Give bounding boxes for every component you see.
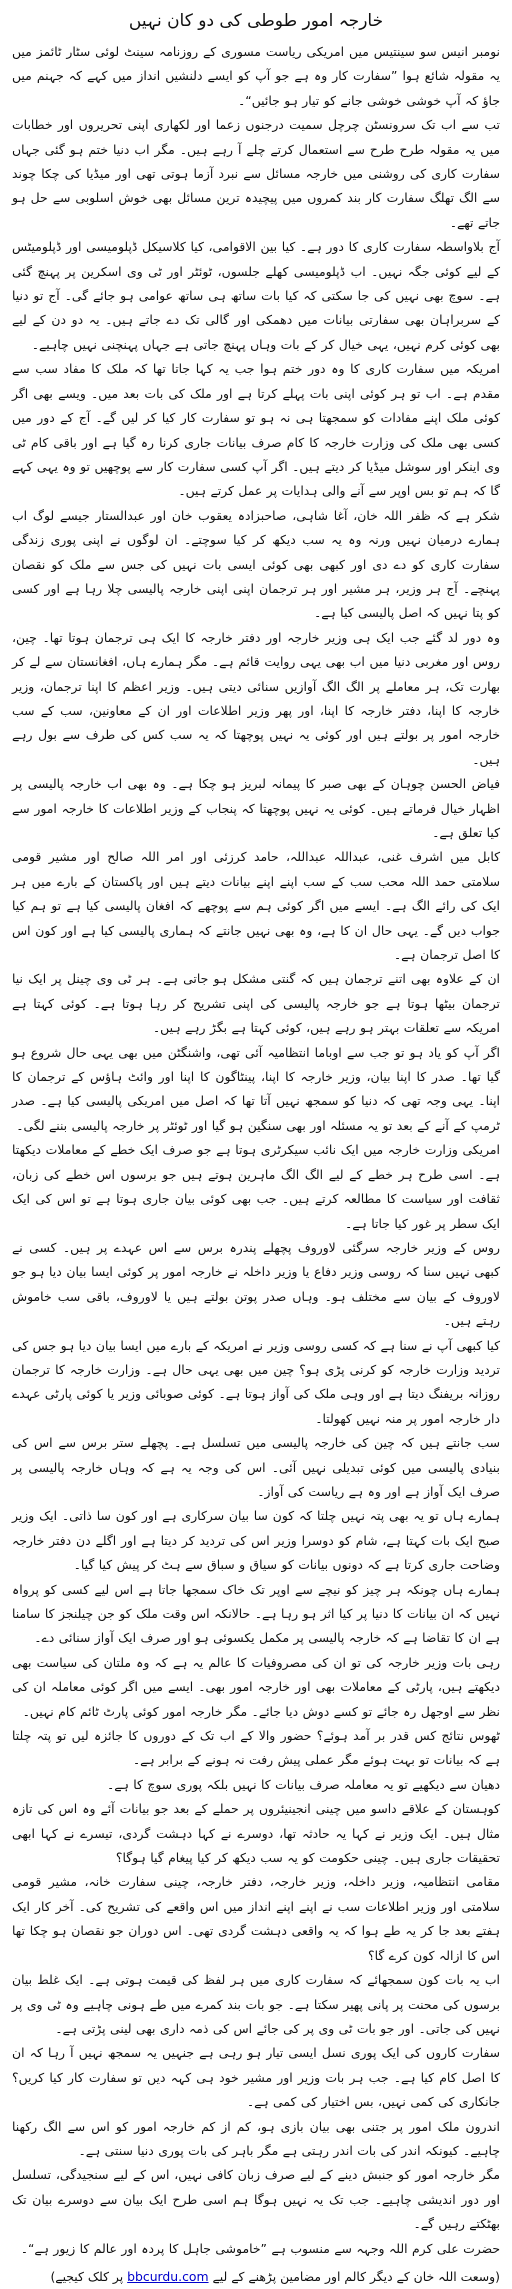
- article-paragraph: اب یہ بات کون سمجھائے کہ سفارت کاری میں ہر لفظ کی قیمت ہوتی ہے۔ ایک غلط بیان برسوں کی محنت پر پانی پھیر سکتا ہے۔ جو بات بند کمرے میں طے ہونی چاہیے وہ ٹی وی پر نہیں کی جاتی۔ اور جو بات ٹی وی پر کی جائے اس کی ذمہ داری بھی لینی پڑتی ہے۔: [12, 1972, 500, 2036]
- footer-suffix-text: پر کلک کیجیے): [50, 2268, 124, 2284]
- article-title: خارجہ امور طوطی کی دو کان نہیں: [128, 11, 384, 31]
- article-paragraph: شکر ہے کہ ظفر اللہ خان، آغا شاہی، صاحبزادہ یعقوب خان اور عبدالستار جیسے لوگ اب ہمارے درمیان نہیں ورنہ وہ یہ سب دیکھ کر کیا سوچتے۔ ان لوگوں نے اپنی پوری زندگی سفارت کاری کو دے دی اور کبھی بھی کوئی ایسی بات نہیں کی جس سے ملک کو نقصان پہنچے۔ آج ہر وزیر، ہر مشیر اور ہر ترجمان اپنی اپنی خارجہ پالیسی چلا رہا ہے اور کسی کو پتا نہیں کہ اصل پالیسی کیا ہے۔: [12, 507, 500, 621]
- article-paragraph: کوہستان کے علاقے داسو میں چینی انجینیئروں پر حملے کے بعد جو بیانات آئے وہ اس کی تازہ مثال ہیں۔ ایک وزیر نے کہا یہ حادثہ تھا، دوسرے نے کہا دہشت گردی، تیسرے نے کہا ابھی تحقیقات جاری ہیں۔ چینی حکومت کو یہ سب دیکھ کر کیا پیغام گیا ہوگا؟: [12, 1801, 500, 1866]
- article-paragraph: ہمارے ہاں چونکہ ہر چیز کو نیچے سے اوپر تک خاک سمجھا جاتا ہے اس لیے کسی کو پرواہ نہیں کہ ان بیانات کا دنیا پر کیا اثر ہو رہا ہے۔ حالانکہ اس وقت ملک کو جن چیلنجز کا سامنا ہے ان کا تقاضا ہے کہ خارجہ پالیسی پر مکمل یکسوئی ہو اور صرف ایک آواز سنائی دے۔: [12, 1581, 500, 1646]
- article-paragraph: امریکہ میں سفارت کاری کا وہ دور ختم ہوا جب یہ کہا جاتا تھا کہ ملک کا مفاد سب سے مقدم ہے۔ اب تو ہر کوئی اپنی بات پہلے کرتا ہے اور ملک کی بات بعد میں۔ ویسے بھی اگر کوئی ملک اپنے مفادات کو سمجھتا ہی نہ ہو تو سفارت کار کیا کر لیں گے۔ آج کے دور میں کسی بھی ملک کی وزارت خارجہ کا کام صرف بیانات جاری کرنا رہ گیا ہے اور باقی کام ٹی وی اینکر اور سوشل میڈیا کر دیتے ہیں۔ اگر آپ کسی سفارت کار سے پوچھیں تو وہ یہی کہے گا کہ ہم تو بس اوپر سے آنے والی ہدایات پر عمل کرتے ہیں۔: [12, 361, 500, 499]
- article-paragraph: ہمارے ہاں تو یہ بھی پتہ نہیں چلتا کہ کون سا بیان سرکاری ہے اور کون سا ذاتی۔ ایک وزیر صبح ایک بات کہتا ہے، شام کو دوسرا وزیر اس کی تردید کر دیتا ہے اور اگلے دن دفتر خارجہ وضاحت جاری کرتا ہے کہ دونوں بیانات کو سیاق و سباق سے ہٹ کر پیش کیا گیا۔: [12, 1508, 500, 1573]
- article-paragraph: کیا کبھی آپ نے سنا ہے کہ کسی روسی وزیر نے امریکہ کے بارے میں ایسا بیان دیا ہو جس کی تردید وزارت خارجہ کو کرنی پڑی ہو؟ چین میں بھی یہی حال ہے۔ وزارت خارجہ کا ترجمان روزانہ بریفنگ دیتا ہے اور وہی ملک کی آواز ہوتا ہے۔ کوئی صوبائی وزیر یا کوئی پارٹی عہدے دار خارجہ امور پر منہ نہیں کھولتا۔: [12, 1337, 500, 1426]
- article-paragraph: تب سے اب تک سرونسٹن چرچل سمیت درجنوں زعما اور لکھاری اپنی تحریروں اور خطابات میں یہ مقولہ طرح طرح سے استعمال کرتے چلے آ رہے ہیں۔ مگر اب دنیا ختم ہو گئی جہاں سفارت کاری کی روشنی میں خارجہ مسائل سے نبرد آزما ہوتی تھی اور میڈیا کی چکا چوند سے الگ تھلگ سفارت کار بند کمروں میں پیچیدہ ترین مسائل بھی خوش اسلوبی سے حل ہو جاتے تھے۔: [12, 117, 500, 230]
- article-paragraph: مقامی انتظامیہ، وزیر داخلہ، وزیر خارجہ، دفتر خارجہ، چینی سفارت خانہ، مشیر قومی سلامتی اور وزیر اطلاعات سب نے اپنے اپنے انداز میں اس واقعے کی تشریح کی۔ آخر کار ایک ہفتے بعد جا کر یہ طے ہوا کہ یہ واقعی دہشت گردی تھی۔ اس دوران جو نقصان ہو چکا تھا اس کا ازالہ کون کرے گا؟: [12, 1874, 500, 1963]
- article-paragraph: کابل میں اشرف غنی، عبداللہ عبداللہ، حامد کرزئی اور امر اللہ صالح اور مشیر قومی سلامتی حمد اللہ محب سب کے سب اپنے اپنے بیانات دیتے ہیں اور پاکستان کے بارے میں ہر ایک کی رائے الگ ہے۔ ایسے میں اگر کوئی ہم سے پوچھے کہ افغان پالیسی کیا ہے تو ہم کیا جواب دیں گے۔ یہی حال ان کا ہے، وہ بھی نہیں جانتے کہ ہماری پالیسی کیا ہے اور کون اس کا اصل ترجمان ہے۔: [12, 849, 500, 963]
- article-paragraph: رہی بات وزیر خارجہ کی تو ان کی مصروفیات کا عالم یہ ہے کہ وہ ملتان کی سیاست بھی دیکھتے ہیں، پارٹی کے معاملات بھی اور خارجہ امور بھی۔ ایسے میں اگر کوئی معاملہ ان کی نظر سے اوجھل رہ جائے تو کسے دوش دیا جائے۔ مگر خارجہ امور کوئی پارٹ ٹائم کام نہیں۔: [12, 1654, 500, 1719]
- article-paragraph: سفارت کاروں کی ایک پوری نسل ایسی تیار ہو رہی ہے جنہیں یہ سمجھ نہیں آ رہا کہ ان کا اصل کام کیا ہے۔ جب ہر بات وزیر اور مشیر خود ہی کہہ دیں تو سفارت کار کیا کریں؟ جانکاری کی کمی نہیں، بس اختیار کی کمی ہے۔: [12, 2045, 500, 2110]
- bbc-urdu-link[interactable]: bbcurdu.com: [127, 2268, 209, 2284]
- article-paragraph: روس کے وزیر خارجہ سرگئی لاوروف پچھلے پندرہ برس سے اس عہدے پر ہیں۔ کسی نے کبھی نہیں سنا کہ روسی وزیر دفاع یا وزیر داخلہ نے خارجہ امور پر کوئی ایسا بیان دیا ہو جو لاوروف کے بیان سے مختلف ہو۔ وہاں صدر پوتن بولتے ہیں یا لاوروف، باقی سب خاموش رہتے ہیں۔: [12, 1239, 500, 1329]
- article-paragraph: نومبر انیس سو سینتیس میں امریکی ریاست مسوری کے روزنامہ سینٹ لوئی سٹار ٹائمز میں یہ مقولہ شائع ہوا ”سفارت کار وہ ہے جو آپ کو ایسے دلنشیں انداز میں کہے کہ جہنم میں جاؤ کہ آپ خوشی خوشی جانے کو تیار ہو جائیں“۔: [12, 44, 500, 108]
- article-body: [12, 40, 500, 2261]
- article-paragraph: آج بلاواسطہ سفارت کاری کا دور ہے۔ کیا بین الاقوامی، کیا کلاسیکل ڈپلومیسی اور ڈپلومیٹس کے لیے کوئی جگہ نہیں۔ اب ڈپلومیسی کھلے جلسوں، ٹوئٹر اور ٹی وی اسکرین پر پہنچ گئی ہے۔ سوچ بھی نہیں کی جا سکتی کہ کیا بات ساتھ ہی ساتھ عوامی ہو جائے گی۔ آج تو دنیا کے سربراہان بھی سفارتی بیانات میں دھمکی اور گالی تک دے جاتے ہیں۔ یہ دو دن کے لیے بھی کوئی کرم نہیں، یہی خیال کر کے بات وہاں پہنچ جاتی ہے جہاں پہنچنی نہیں چاہیے۔: [12, 239, 500, 352]
- article-footer: [12, 2265, 500, 2289]
- footer-prefix-text: (وسعت اللہ خان کے دیگر کالم اور مضامین پڑھنے کے لیے: [212, 2268, 500, 2284]
- article-paragraph: اندرون ملک امور پر جتنی بھی بیان بازی ہو، کم از کم خارجہ امور کو اس سے الگ رکھنا چاہیے۔ کیونکہ اندر کی بات اندر رہتی ہے مگر باہر کی بات پوری دنیا سنتی ہے۔: [12, 2118, 500, 2158]
- article-paragraph: سب جانتے ہیں کہ چین کی خارجہ پالیسی میں تسلسل ہے۔ پچھلے ستر برس سے اس کی بنیادی پالیسی میں کوئی تبدیلی نہیں آئی۔ اس کی وجہ یہ ہے کہ وہاں خارجہ پالیسی پر صرف ایک آواز ہے اور وہ ہے ریاست کی آواز۔: [12, 1435, 500, 1499]
- article-paragraph: فیاض الحسن چوہان کے بھی صبر کا پیمانہ لبریز ہو چکا ہے۔ وہ بھی اب خارجہ پالیسی پر اظہار خیال فرماتے ہیں۔ کوئی یہ نہیں پوچھتا کہ پنجاب کے وزیر اطلاعات کا خارجہ امور سے کیا تعلق ہے۔: [12, 776, 500, 840]
- article-paragraph: ان کے علاوہ بھی اتنے ترجمان ہیں کہ گنتی مشکل ہو جاتی ہے۔ ہر ٹی وی چینل پر ایک نیا ترجمان بیٹھا ہوتا ہے جو خارجہ پالیسی کی اپنی تشریح کر رہا ہوتا ہے۔ کوئی کہتا ہے امریکہ سے تعلقات بہتر ہو رہے ہیں، کوئی کہتا ہے بگڑ رہے ہیں۔: [12, 971, 500, 1036]
- article-paragraph: ٹھوس نتائج کس قدر بر آمد ہوئے؟ حضور والا کے اب تک کے دوروں کا جائزہ لیں تو پتہ چلتا ہے کہ بیانات تو بہت ہوئے مگر عملی پیش رفت نہ ہونے کے برابر ہے۔: [12, 1728, 500, 1768]
- article-paragraph: وہ دور لد گئے جب ایک ہی وزیر خارجہ اور دفتر خارجہ کا ایک ہی ترجمان ہوتا تھا۔ چین، روس اور مغربی دنیا میں اب بھی یہی روایت قائم ہے۔ مگر ہمارے ہاں، افغانستان سے لے کر بھارت تک، ہر معاملے پر الگ الگ آوازیں سنائی دیتی ہیں۔ وزیر اعظم کا اپنا ترجمان، وزیر خارجہ کا اپنا، دفتر خارجہ کا اپنا، اور پھر وزیر اطلاعات اور ان کے معاونین، سب کے سب خارجہ امور پر بولتے ہیں اور کوئی یہ نہیں پوچھتا کہ یہ سب کس کی طرف سے بول رہے ہیں۔: [12, 629, 500, 767]
- article-paragraph: دھیان سے دیکھیے تو یہ معاملہ صرف بیانات کا نہیں بلکہ پوری سوچ کا ہے۔: [107, 1776, 500, 1792]
- article-paragraph: مگر خارجہ امور کو جنبش دینے کے لیے صرف زبان کافی نہیں، اس کے لیے سنجیدگی، تسلسل اور دور اندیشی چاہیے۔ جب تک یہ نہیں ہوگا ہم اسی طرح ایک بیان سے دوسرے بیان تک بھٹکتے رہیں گے۔: [12, 2167, 500, 2232]
- article-paragraph: حضرت علی کرم اللہ وجہہ سے منسوب ہے ”خاموشی جاہل کا پردہ اور عالم کا زیور ہے“۔: [20, 2240, 500, 2256]
- article-paragraph: امریکی وزارت خارجہ میں ایک نائب سیکرٹری ہوتا ہے جو صرف ایک خطے کے معاملات دیکھتا ہے۔ اسی طرح ہر خطے کے لیے الگ الگ ماہرین ہوتے ہیں جو برسوں اس خطے کی زبان، ثقافت اور سیاست کا مطالعہ کرتے ہیں۔ جب بھی کوئی بیان جاری ہوتا ہے تو اس کی ایک ایک سطر پر غور کیا جاتا ہے۔: [12, 1142, 500, 1231]
- article-paragraph: اگر آپ کو یاد ہو تو جب سے اوباما انتظامیہ آئی تھی، واشنگٹن میں بھی یہی حال شروع ہو گیا تھا۔ صدر کا اپنا بیان، وزیر خارجہ کا اپنا، پینٹاگون کا اپنا اور وائٹ ہاؤس کے ترجمان کا اپنا۔ یہی وجہ تھی کہ دنیا کو سمجھ نہیں آتا تھا کہ اصل میں امریکی پالیسی کیا ہے۔ صدر ٹرمپ کے آنے کے بعد تو یہ مسئلہ اور بھی سنگین ہو گیا اور ٹوئٹر پر خارجہ پالیسی بننے لگی۔: [12, 1044, 500, 1133]
